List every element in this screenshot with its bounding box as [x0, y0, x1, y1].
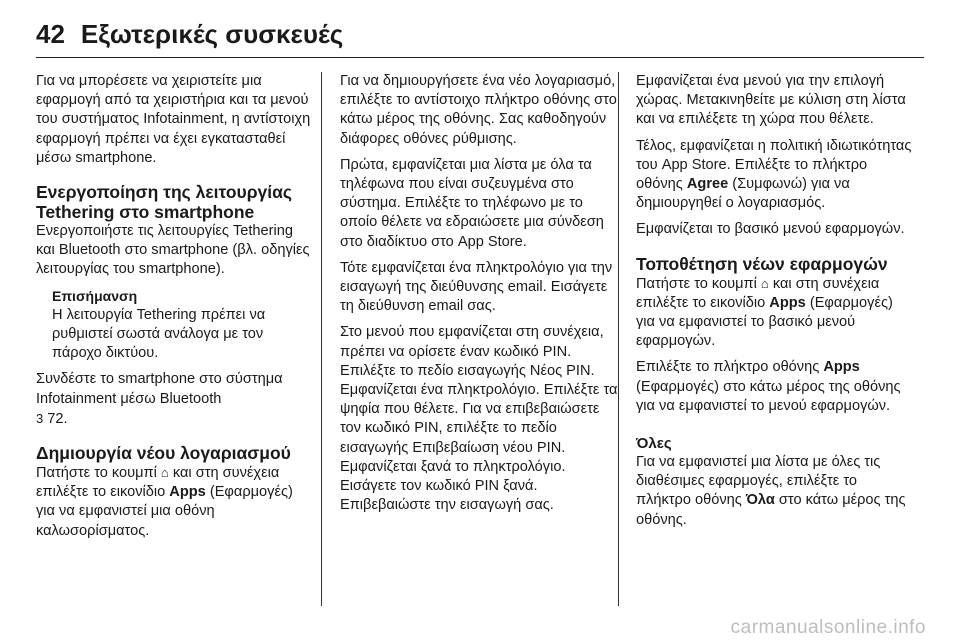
install-paragraph — [636, 274, 914, 352]
intro-paragraph: Για να μπορέσετε να χειριστείτε μια εφαρμογή από τα χειριστήρια και τα μενού του συστήματος Infotainment, η αντίστοιχη εφαρμογή πρέπει να έχει εγκατασταθεί μέσω smartphone. — [36, 73, 311, 166]
connect-text: Συνδέστε το smartphone στο σύστημα Infotainment μέσω Bluetooth — [36, 371, 283, 407]
apps-label: Apps — [769, 294, 806, 311]
privacy-paragraph — [636, 137, 914, 214]
heading-all: Όλες — [636, 435, 672, 453]
account-text-b: και στη συνέχεια επιλέξτε το εικονίδιο — [36, 465, 280, 501]
column-divider — [321, 72, 322, 606]
note-box — [36, 287, 314, 364]
account-text-a: Πατήστε το κουμπί — [36, 465, 157, 482]
apps-label: Apps — [823, 359, 860, 376]
watermark: carmanualsonline.info — [730, 617, 926, 638]
account-paragraph — [36, 463, 314, 541]
paragraph: Εμφανίζεται ένα μενού για την επιλογή χώρας. Μετακινηθείτε με κύλιση στη λίστα και να επιλέξετε τη χώρα που θέλετε. — [636, 73, 906, 128]
column-1 — [36, 72, 314, 548]
note-title: Επισήμανση — [52, 287, 138, 304]
page-header — [36, 14, 924, 54]
install-text-b: και στη συνέχεια επιλέξτε το εικονίδιο — [636, 275, 880, 311]
account-text-c: (Εφαρμογές) για να εμφανιστεί μια οθόνη καλωσορίσματος. — [36, 484, 293, 539]
heading-install-apps: Τοποθέτηση νέων εφαρμογών — [636, 253, 888, 274]
install-text-a: Πατήστε το κουμπί — [636, 275, 757, 292]
header-rule — [36, 57, 924, 58]
connect-paragraph — [36, 370, 314, 429]
tethering-paragraph: Ενεργοποιήστε τις λειτουργίες Tethering και Bluetooth στο smartphone (βλ. οδηγίες λειτουργίας του smartphone). — [36, 223, 310, 278]
page-title: Εξωτερικές συσκευές — [80, 18, 344, 49]
page-number: 42 — [36, 18, 65, 49]
home-icon: ⌂ — [160, 465, 169, 481]
paragraph: Πρώτα, εμφανίζεται μια λίστα με όλα τα τηλέφωνα που είναι συζευγμένα στο σύστημα. Επιλέξτε το τηλέφωνο με το οποίο θέλετε να εδραιώσετε μια σύνδεση στο διαδίκτυο στο App Store. — [340, 156, 604, 250]
privacy-text-a: Τέλος, εμφανίζεται η πολιτική ιδιωτικότητας του App Store. Επιλέξτε το πλήκτρο οθόνης — [636, 137, 912, 193]
ola-label: Όλα — [745, 492, 775, 509]
apps-text-b: (Εφαρμογές) στο κάτω μέρος της οθόνης για να εμφανιστεί το μενού εφαρμογών. — [636, 378, 901, 414]
paragraph: Εμφανίζεται το βασικό μενού εφαρμογών. — [636, 221, 905, 238]
install-text-c: (Εφαρμογές) για να εμφανιστεί το βασικό μενού εφαρμογών. — [636, 294, 893, 350]
column-2 — [340, 72, 618, 522]
paragraph: Τότε εμφανίζεται ένα πληκτρολόγιο για την εισαγωγή της διεύθυνσης email. Εισάγετε τη διεύθυνση email σας. — [340, 259, 613, 315]
apps-label: Apps — [169, 484, 206, 501]
paragraph: Στο μενού που εμφανίζεται στη συνέχεια, πρέπει να ορίσετε έναν κωδικό PIN. Επιλέξτε το πεδίο εισαγωγής Νέος PIN. Εμφανίζεται ένα πληκτρολόγιο. Επιλέξτε τα ψηφία που θέλετε. Για να επιβεβαιώσετε τον κωδικό PIN, επιλέξτε το πεδίο εισαγωγής Επιβεβαίωση νέου PIN. Εμφανίζεται ξανά το πληκτρολόγιο. Εισάγετε τον κωδικό PIN ξανά. Επιβεβαιώστε την εισαγωγή σας. — [340, 324, 618, 514]
heading-tethering: Ενεργοποίηση της λειτουργίας Tethering στο smartphone — [36, 182, 292, 223]
column-divider — [618, 72, 619, 606]
reference-page: 72. — [47, 410, 68, 427]
agree-label: Agree — [686, 176, 729, 193]
reference-arrow-icon: 3 — [36, 410, 44, 426]
all-text-b: στο κάτω μέρος της οθόνης. — [636, 492, 906, 528]
column-3 — [636, 72, 914, 537]
paragraph: Για να δημιουργήσετε ένα νέο λογαριασμό, επιλέξτε το αντίστοιχο πλήκτρο οθόνης στο κάτω μέρος της οθόνης. Σας καθοδηγούν διάφορες οθόνες ρύθμισης. — [340, 73, 617, 147]
apps-text-a: Επιλέξτε το πλήκτρο οθόνης — [636, 359, 820, 376]
apps-button-paragraph — [636, 358, 914, 416]
privacy-text-b: (Συμφωνώ) για να δημιουργηθεί ο λογαριασμός. — [636, 176, 850, 212]
note-text: Η λειτουργία Tethering πρέπει να ρυθμιστεί σωστά ανάλογα με τον πάροχο δικτύου. — [52, 306, 266, 362]
heading-new-account: Δημιουργία νέου λογαριασμού — [36, 443, 291, 464]
all-paragraph — [636, 453, 914, 530]
all-text-a: Για να εμφανιστεί μια λίστα με όλες τις διαθέσιμες εφαρμογές, επιλέξτε το πλήκτρο οθόνης — [636, 454, 881, 509]
home-icon: ⌂ — [760, 275, 769, 291]
